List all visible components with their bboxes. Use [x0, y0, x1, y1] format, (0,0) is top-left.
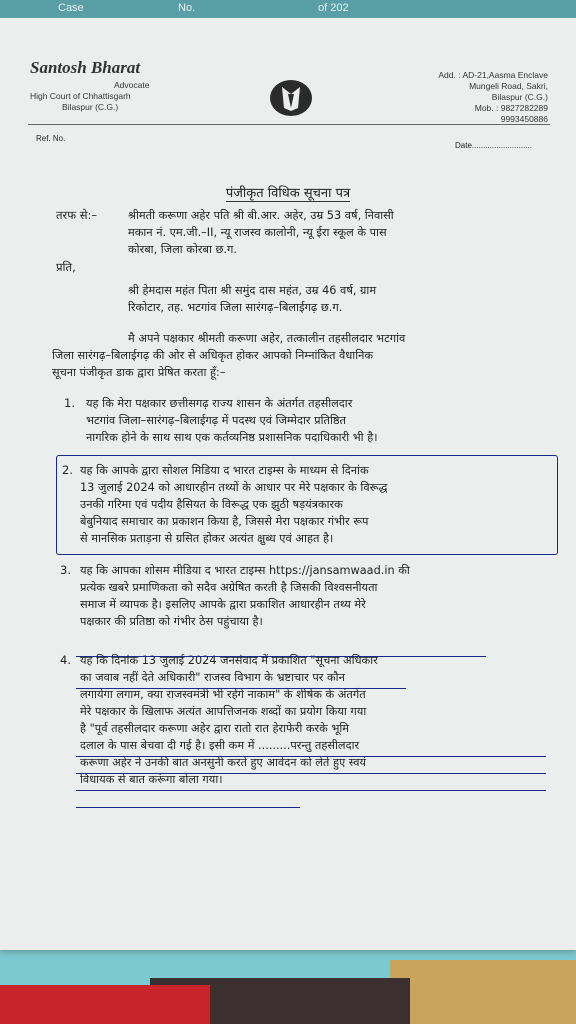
point-1-text [86, 395, 377, 446]
point-line: यह कि मेरा पक्षकार छत्तीसगढ़ राज्य शासन के अंतर्गत तहसीलदार [86, 397, 353, 410]
point-line: का जवाब नहीं देते अधिकारी" राजस्व विभाग के भ्रष्टाचार पर कौन [80, 671, 345, 684]
address-line-2: Mungeli Road, Sakri, [469, 81, 548, 91]
from-line: मकान नं. एम.जी.–II, न्यू राजस्व कालोनी, न्यू ईरा स्कूल के पास [128, 226, 387, 239]
mobile-line-2: 9993450886 [500, 114, 548, 124]
point-line: समाज में व्यापक है। इसलिए आपके द्वारा प्रकाशित आधारहीन तथ्य मेरे [80, 598, 366, 611]
point-line: 13 जुलाई 2024 को आधारहीन तथ्यों के आधार पर मेरे पक्षकार के विरूद्ध [80, 481, 388, 494]
intro-line: सूचना पंजीकृत डाक द्वारा प्रेषित करता हूँ:– [52, 366, 226, 379]
point-line: भटगांव जिला–सारंगढ़–बिलाईगढ़ में पदस्थ एवं जिम्मेदार प्रतिष्ठित [86, 414, 346, 427]
intro-line: जिला सारंगढ़–बिलाईगढ़ की ओर से अधिकृत होकर आपको निम्नांकित वैधानिक [52, 349, 374, 362]
point-line: उनकी गरिमा एवं पदीय हैसियत के विरूद्ध एक झुठी षड़यंत्रकारक [80, 498, 343, 511]
point-line: यह कि दिनांक 13 जुलाई 2024 जनसंवाद में प्रकाशित "सूचना अधिकार [80, 654, 378, 667]
ink-underline [76, 807, 300, 808]
from-label: तरफ से:– [56, 208, 98, 222]
point-4-number: 4. [60, 653, 71, 667]
court-name: High Court of Chhattisgarh [30, 91, 131, 101]
intro-line: मै अपने पक्षकार श्रीमती करूणा अहेर, तत्कालीन तहसीलदार भटगांव [128, 332, 406, 345]
notice-title [0, 183, 576, 201]
point-line: नागरिक होने के साथ साथ एक कर्तव्यनिष्ठ प्रशासनिक पदाधिकारी भी है। [86, 431, 378, 444]
point-line: है "पूर्व तहसीलदार करूणा अहेर द्वारा रातो रात हेराफेरी करके भूमि [80, 722, 350, 735]
point-3-text [80, 562, 410, 630]
point-line: प्रत्येक खबरे प्रमाणिकता को सदैव अग्रेषित करती है जिसकी विश्वसनीयता [80, 581, 378, 594]
notice-title-text: पंजीकृत विधिक सूचना पत्र [225, 186, 351, 201]
red-cloth [0, 985, 210, 1024]
point-1-number: 1. [64, 396, 75, 410]
point-line: दलाल के पास बेचवा दी गई है। इसी कम में .........परन्तु तहसीलदार [80, 739, 360, 752]
date-label: Date........................... [455, 141, 532, 150]
court-city: Bilaspur (C.G.) [62, 102, 119, 112]
ink-underline [76, 790, 546, 791]
point-2-number: 2. [62, 463, 73, 477]
wooden-surface [390, 960, 576, 1024]
mobile-line-1: Mob. : 9827282289 [474, 103, 548, 113]
from-line: कोरबा, जिला कोरबा छ.ग. [128, 243, 237, 256]
from-line: श्रीमती करूणा अहेर पति श्री बी.आर. अहेर, उम्र 53 वर्ष, निवासी [128, 209, 394, 222]
point-line: यह कि आपका शोसम मीडिया द भारत टाइम्स https://jansamwaad.in की [80, 564, 410, 577]
case-header-strip [0, 0, 576, 18]
advocate-designation: Advocate [114, 80, 150, 90]
ref-no-label: Ref. No. [36, 134, 66, 143]
point-line: करूणा अहेर ने उनकी बात अनसुनी करते हुए आवेदन को लेते हुए स्वयं [80, 756, 367, 769]
case-no-label: No. [178, 2, 196, 14]
letterhead-divider [28, 124, 550, 125]
advocate-emblem-icon [268, 78, 314, 118]
point-4-text [80, 652, 378, 788]
point-line: विधायक से बात करूंगा बोला गया। [80, 773, 223, 786]
point-line: यह कि आपके द्वारा सोशल मिडिया द भारत टाइम्स के माध्यम से दिनांक [80, 464, 369, 477]
intro-paragraph [52, 330, 405, 381]
ink-underline [76, 756, 546, 757]
case-year-label: of 202 [318, 2, 349, 14]
ink-underline [76, 773, 546, 774]
advocate-name: Santosh Bharat [30, 58, 141, 77]
point-line: मेरे पक्षकार के खिलाफ अत्यंत आपत्तिजनक शब्दों का प्रयोग किया गया [80, 705, 367, 718]
point-line: लगायेगा लगाम, क्या राजस्वमंत्री भी रहेंगे नाकाम" के शीर्षक के अंतर्गत [80, 688, 366, 701]
to-address [128, 282, 376, 316]
from-address [128, 207, 394, 258]
ink-underline [76, 688, 406, 689]
handwritten-box [56, 455, 558, 555]
address-line-1: Add. : AD-21,Aasma Enclave [438, 70, 548, 80]
point-3-number: 3. [60, 563, 71, 577]
point-line: से मानसिक प्रताड़ना से ग्रसित होकर अत्यंत क्षुब्ध एवं आहत है। [80, 532, 334, 545]
address-line-3: Bilaspur (C.G.) [491, 92, 548, 102]
to-label: प्रति, [56, 260, 76, 274]
to-line: रिकोटार, तह. भटगांव जिला सारंगढ़–बिलाईगढ़ छ.ग. [128, 301, 343, 314]
case-label: Case [58, 2, 84, 14]
to-line: श्री हेमदास महंत पिता श्री समुंद दास महंत, उम्र 46 वर्ष, ग्राम [128, 284, 377, 297]
ink-underline [76, 656, 486, 657]
point-line: पक्षकार की प्रतिष्ठा को गंभीर ठेस पहुंचाया है। [80, 615, 263, 628]
point-line: बेबुनियाद समाचार का प्रकाशन किया है, जिससे मेरा पक्षकार गंभीर रूप [80, 515, 369, 528]
